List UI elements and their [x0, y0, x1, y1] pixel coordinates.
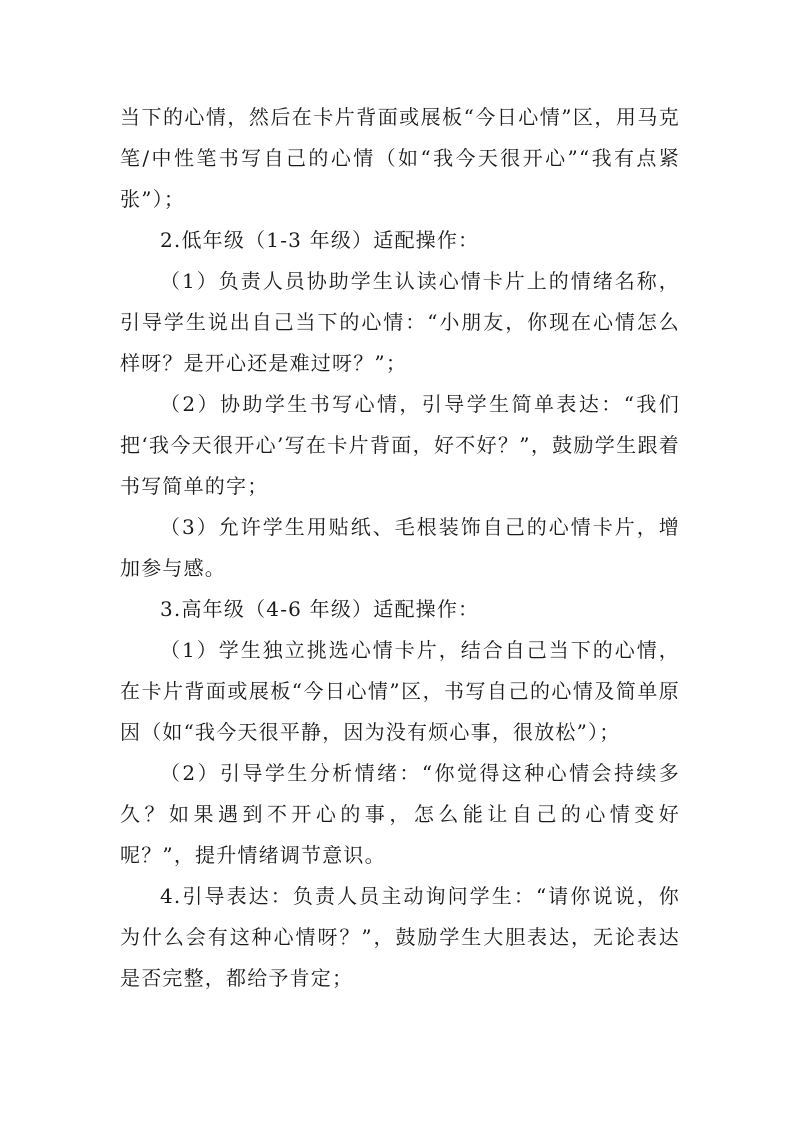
paragraph-upper-grade-heading: 3.高年级（4-6 年级）适配操作：	[160, 597, 480, 621]
paragraph-lower-grade-step-3: （3）允许学生用贴纸、毛根装饰自己的心情卡片，增加参与感。	[120, 515, 680, 580]
document-body	[120, 97, 680, 999]
paragraph-upper-grade-step-2: （2）引导学生分析情绪：“你觉得这种心情会持续多久？如果遇到不开心的事，怎么能让自己的心情变好呢？”，提升情绪调节意识。	[120, 761, 680, 867]
paragraph-lower-grade-step-2: （2）协助学生书写心情，引导学生简单表达：“我们把‘我今天很开心’写在卡片背面，好不好？”，鼓励学生跟着书写简单的字；	[120, 392, 680, 498]
paragraph-lower-grade-step-1: （1）负责人员协助学生认读心情卡片上的情绪名称，引导学生说出自己当下的心情：“小朋友，你现在心情怎么样呀？是开心还是难过呀？”；	[120, 269, 680, 375]
paragraph-lower-grade-heading: 2.低年级（1-3 年级）适配操作：	[160, 228, 480, 252]
paragraph-upper-grade-step-1: （1）学生独立挑选心情卡片，结合自己当下的心情，在卡片背面或展板“今日心情”区，书写自己的心情及简单原因（如“我今天很平静，因为没有烦心事，很放松”）；	[120, 638, 680, 744]
paragraph-continued-intro: 当下的心情，然后在卡片背面或展板“今日心情”区，用马克笔/中性笔书写自己的心情（如“我今天很开心”“我有点紧张”）；	[120, 105, 680, 211]
paragraph-guided-expression: 4.引导表达：负责人员主动询问学生：“请你说说，你为什么会有这种心情呀？”，鼓励学生大胆表达，无论表达是否完整，都给予肯定；	[120, 884, 680, 990]
